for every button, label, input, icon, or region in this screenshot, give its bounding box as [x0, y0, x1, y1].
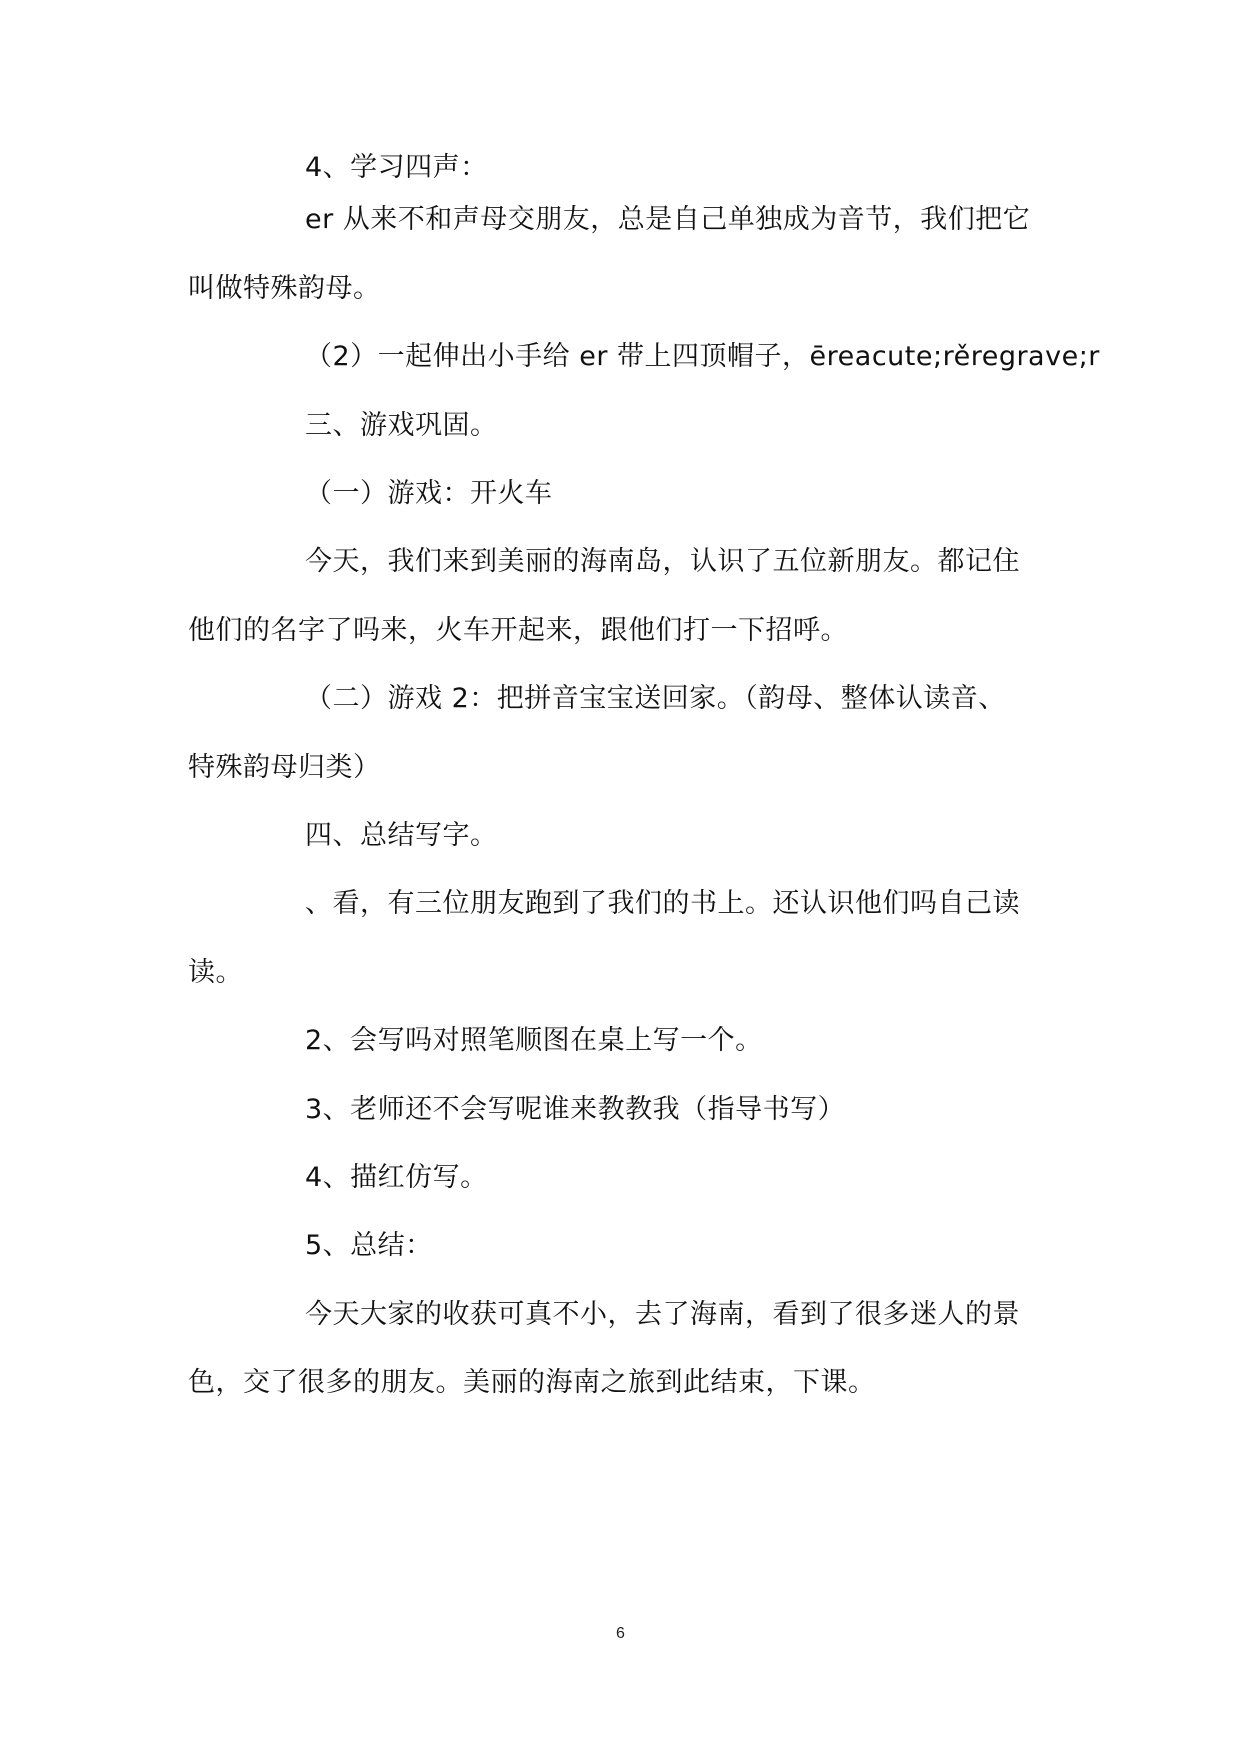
text-line: 5、总结： [305, 1230, 433, 1261]
text-line: 色，交了很多的朋友。美丽的海南之旅到此结束，下课。 [188, 1367, 876, 1398]
text-line: （2）一起伸出小手给 er 带上四顶帽子，ēreacute;rěregrave;r [305, 341, 1100, 372]
text-line: er 从来不和声母交朋友，总是自己单独成为音节，我们把它 [305, 204, 1031, 235]
text-line: 读。 [188, 957, 243, 988]
text-line: 4、学习四声： [305, 152, 488, 183]
text-line: 特殊韵母归类） [188, 752, 381, 783]
text-line: 叫做特殊韵母。 [188, 273, 381, 304]
subsection-heading: （一）游戏：开火车 [305, 478, 553, 509]
subsection-heading: （二）游戏 2：把拼音宝宝送回家。（韵母、整体认读音、 [305, 683, 1006, 714]
section-heading: 四、总结写字。 [305, 820, 498, 851]
text-line: 今天大家的收获可真不小，去了海南，看到了很多迷人的景 [305, 1299, 1020, 1330]
page-number: 6 [616, 1625, 625, 1642]
text-line: 3、老师还不会写呢谁来教教我（指导书写） [305, 1094, 846, 1125]
text-line: 今天，我们来到美丽的海南岛，认识了五位新朋友。都记住 [305, 546, 1020, 577]
text-line: 、看，有三位朋友跑到了我们的书上。还认识他们吗自己读 [305, 888, 1020, 919]
text-line: 2、会写吗对照笔顺图在桌上写一个。 [305, 1025, 763, 1056]
section-heading: 三、游戏巩固。 [305, 410, 498, 441]
text-line: 4、描红仿写。 [305, 1162, 488, 1193]
text-line: 他们的名字了吗来，火车开起来，跟他们打一下招呼。 [188, 615, 848, 646]
